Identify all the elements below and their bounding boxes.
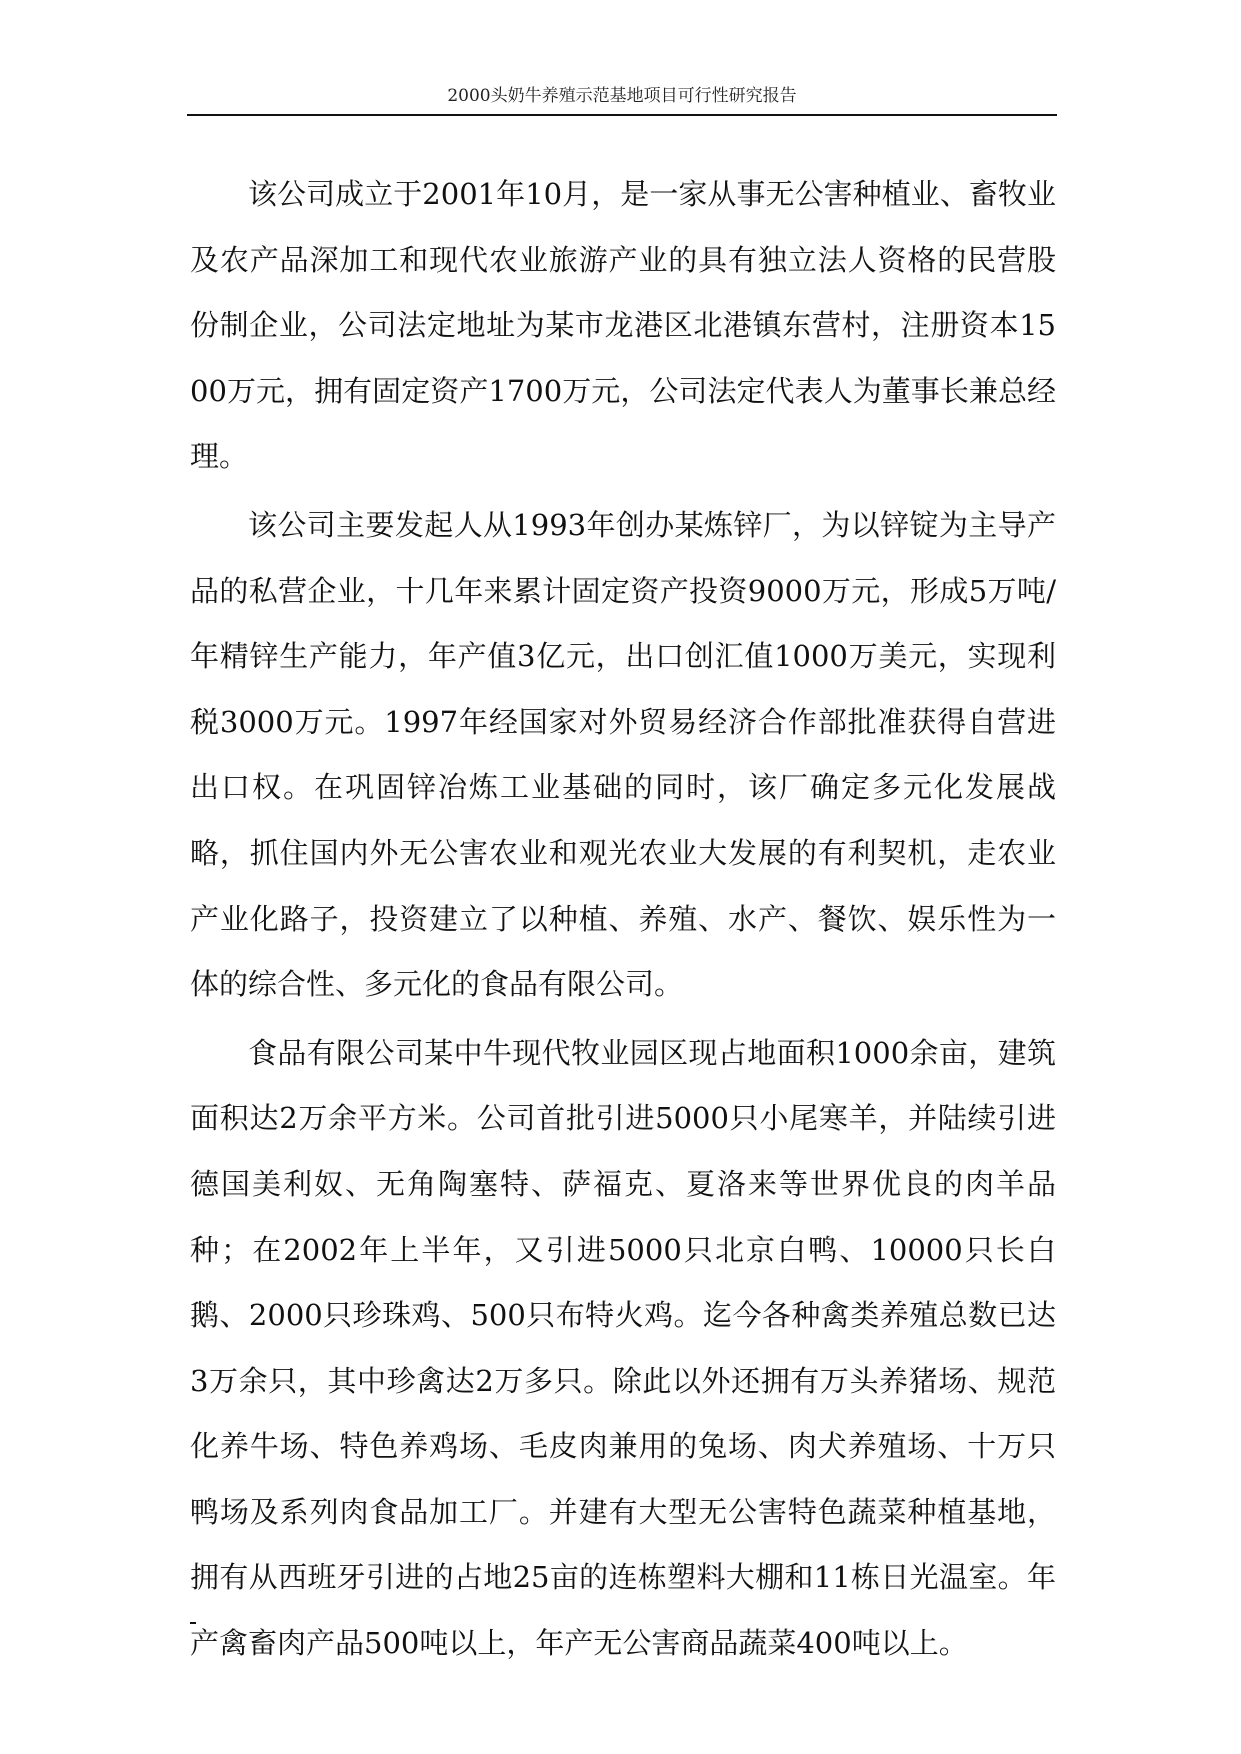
header-divider [187,114,1057,116]
paragraph-founder-history: 该公司主要发起人从1993年创办某炼锌厂，为以锌锭为主导产品的私营企业，十几年来累计固定资产投资9000万元，形成5万吨/年精锌生产能力，年产值3亿元，出口创汇值1000万美元，实现利税3000万元。1997年经国家对外贸易经济合作部批准获得自营进出口权。在巩固锌冶炼工业基础的同时，该厂确定多元化发展战略，抓住国内外无公害农业和观光农业大发展的有利契机，走农业产业化路子，投资建立了以种植、养殖、水产、餐饮、娱乐性为一体的综合性、多元化的食品有限公司。 [190,507,1056,1002]
running-header: 2000头奶牛养殖示范基地项目可行性研究报告 [447,86,797,106]
paragraph-livestock-park: 食品有限公司某中牛现代牧业园区现占地面积1000余亩，建筑面积达2万余平方米。公司首批引进5000只小尾寒羊，并陆续引进德国美利奴、无角陶塞特、萨福克、夏洛来等世界优良的肉羊品种；在2002年上半年，又引进5000只北京白鸭、10000只长白鹅、2000只珍珠鸡、500只布特火鸡。迄今各种禽类养殖总数已达3万余只，其中珍禽达2万多只。除此以外还拥有万头养猪场、规范化养牛场、特色养鸡场、毛皮肉兼用的兔场、肉犬养殖场、十万只鸭场及系列肉食品加工厂。并建有大型无公害特色蔬菜种植基地，拥有从西班牙引进的占地25亩的连栋塑料大棚和11栋日光温室。年产禽畜肉产品500吨以上，年产无公害商品蔬菜400吨以上。 [190,1035,1056,1661]
document-body [190,162,1056,1680]
paragraph-company-overview: 该公司成立于2001年10月，是一家从事无公害种植业、畜牧业及农产品深加工和现代农业旅游产业的具有独立法人资格的民营股份制企业，公司法定地址为某市龙港区北港镇东营村，注册资本1500万元，拥有固定资产1700万元，公司法定代表人为董事长兼总经理。 [190,177,1056,474]
footer-mark [190,1622,196,1624]
